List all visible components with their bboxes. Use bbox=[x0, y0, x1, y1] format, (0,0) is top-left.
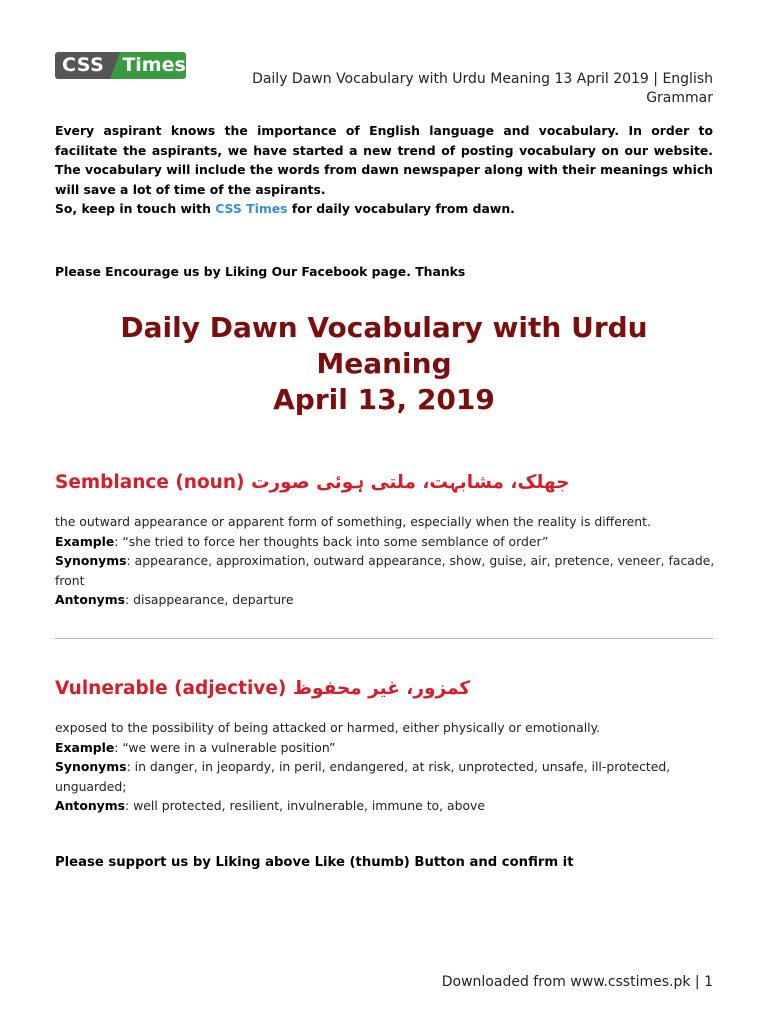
intro-section bbox=[55, 121, 713, 219]
title-date: April 13, 2019 bbox=[273, 383, 495, 416]
word-heading bbox=[55, 470, 569, 496]
page-header-title: Daily Dawn Vocabulary with Urdu Meaning 13 April 2019 | English Grammar bbox=[252, 71, 713, 106]
word-title: Vulnerable (adjective) bbox=[55, 678, 287, 699]
synonyms-text: : appearance, approximation, outward appearance, show, guise, air, pretence, veneer, facade, front bbox=[55, 553, 715, 588]
synonyms-label: Synonyms bbox=[55, 759, 127, 774]
support-text: Please support us by Liking above Like (thumb) Button and confirm it bbox=[55, 855, 574, 870]
word-synonyms bbox=[55, 757, 715, 796]
keep-before-text: So, keep in touch with bbox=[55, 201, 216, 216]
word-title: Semblance (noun) bbox=[55, 472, 245, 493]
word-entry bbox=[55, 512, 715, 610]
synonyms-label: Synonyms bbox=[55, 553, 127, 568]
css-times-logo[interactable] bbox=[55, 52, 186, 79]
word-heading bbox=[55, 676, 470, 702]
logo-times-text: Times bbox=[120, 52, 186, 79]
antonyms-text: : well protected, resilient, invulnerable, immune to, above bbox=[125, 798, 486, 813]
page-title bbox=[55, 310, 713, 418]
synonyms-text: : in danger, in jeopardy, in peril, endangered, at risk, unprotected, unsafe, ill-protected, unguarded; bbox=[55, 759, 671, 794]
antonyms-label: Antonyms bbox=[55, 798, 126, 813]
keep-in-touch-line bbox=[55, 199, 713, 219]
title-line-1: Daily Dawn Vocabulary with Urdu bbox=[120, 311, 648, 344]
word-urdu-meaning: کمزور، غیر محفوظ bbox=[292, 678, 471, 699]
example-text: : “we were in a vulnerable position” bbox=[114, 739, 336, 755]
word-definition: exposed to the possibility of being attacked or harmed, either physically or emotionally. bbox=[55, 720, 601, 735]
antonyms-text: : disappearance, departure bbox=[125, 592, 294, 607]
word-antonyms bbox=[55, 590, 715, 610]
word-definition: the outward appearance or apparent form of something, especially when the reality is different. bbox=[55, 514, 651, 529]
word-entry bbox=[55, 718, 715, 816]
logo-css-text: CSS bbox=[55, 52, 110, 79]
antonyms-label: Antonyms bbox=[55, 592, 126, 607]
example-label: Example bbox=[55, 533, 115, 549]
title-line-2: Meaning bbox=[316, 347, 452, 380]
word-antonyms bbox=[55, 796, 715, 816]
word-example bbox=[55, 738, 715, 758]
example-text: : “she tried to force her thoughts back into some semblance of order” bbox=[114, 533, 549, 549]
section-divider bbox=[55, 638, 713, 639]
logo-slash bbox=[110, 52, 120, 79]
word-synonyms bbox=[55, 551, 715, 590]
footer-text: Downloaded from www.csstimes.pk | 1 bbox=[441, 974, 713, 990]
css-times-link[interactable]: CSS Times bbox=[215, 201, 288, 216]
example-label: Example bbox=[55, 739, 115, 755]
encourage-text: Please Encourage us by Liking Our Facebook page. Thanks bbox=[55, 264, 466, 279]
word-example bbox=[55, 532, 715, 552]
keep-after-text: for daily vocabulary from dawn. bbox=[287, 201, 515, 216]
word-urdu-meaning: جھلک، مشابہت، ملتی ہوئی صورت bbox=[250, 472, 570, 493]
intro-paragraph: Every aspirant knows the importance of English language and vocabulary. In order to facilitate the aspirants, we have started a new trend of posting vocabulary on our website. The vocabulary will include the words from dawn newspaper along with their meanings which will save a lot of time of the aspirants. bbox=[55, 123, 713, 197]
